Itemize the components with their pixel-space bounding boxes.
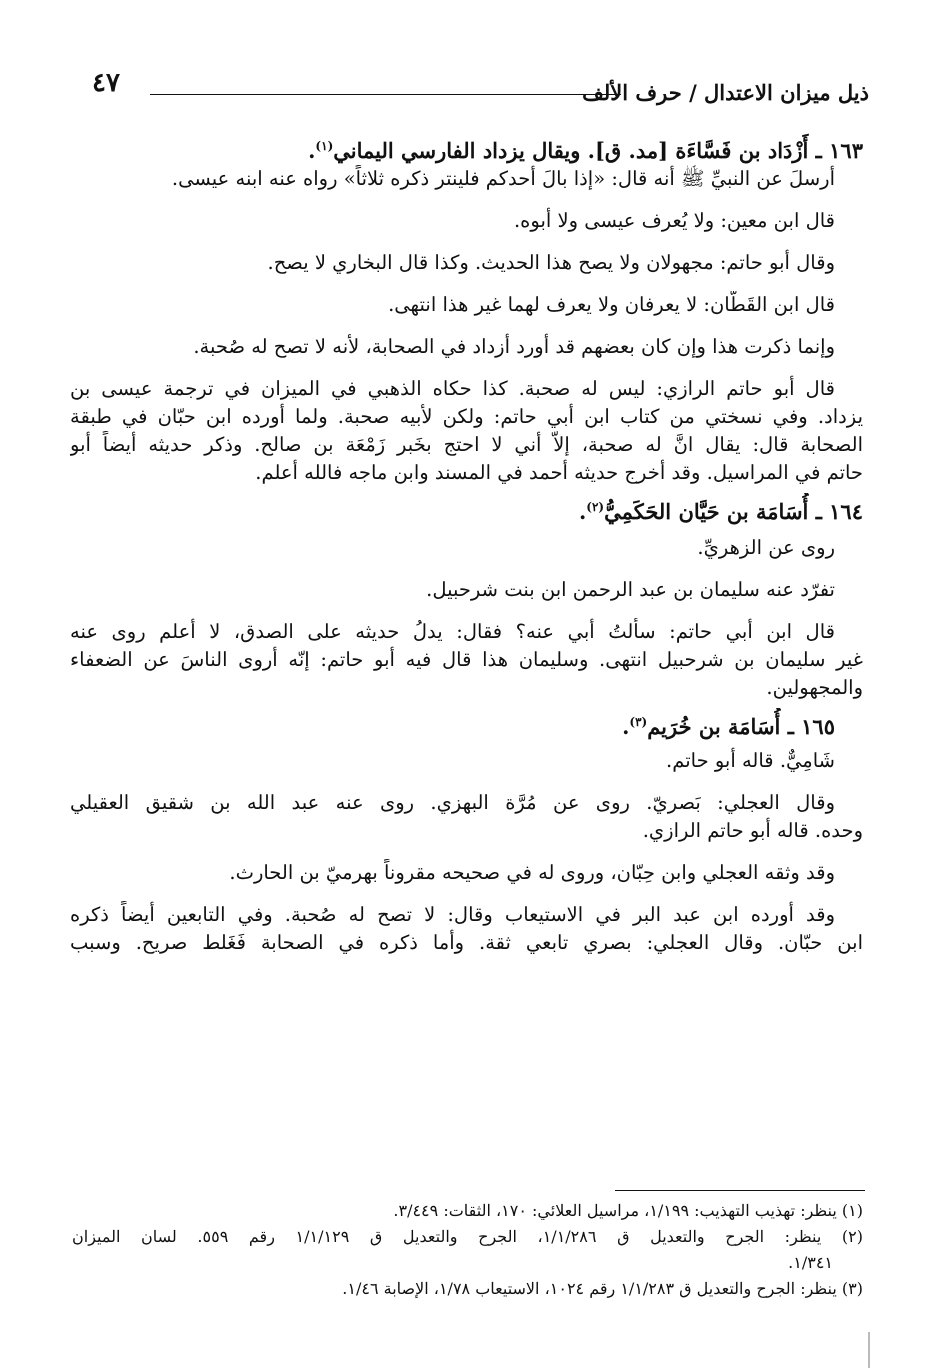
page-header xyxy=(92,66,869,110)
paragraph-line: ابن حبّان. وقال العجلي: بصري تابعي ثقة. وأما ذكره في الصحابة فَغَلط صريح. وسبب xyxy=(70,931,863,954)
paragraph-line: روى عن الزهريِّ. xyxy=(697,536,835,559)
main-text xyxy=(70,132,863,957)
running-title: ذيل ميزان الاعتدال / حرف الألف xyxy=(582,80,869,105)
paragraph-line: قال ابن القَطّان: لا يعرفان ولا يعرف لهما غير هذا انتهى. xyxy=(388,293,835,316)
paragraph-line: الصحابة قال: يقال انَّ له صحبة، إلاّ أني لا احتج بخَبر زَمْعَة بن صالح. وذكر حديثه أيضاً أبو xyxy=(70,433,863,456)
page-number: ٤٧ xyxy=(92,68,120,98)
paragraph-line: أرسلَ عن النبيِّ ﷺ أنه قال: «إذا بالَ أحدكم فلينتر ذكره ثلاثاً» رواه عنه ابنه عيسى. xyxy=(171,167,835,190)
paragraph-line: غير سليمان بن شرحبيل انتهى. وسليمان هذا قال فيه أبو حاتم: إنّه أروى الناسَ عن الضعفاء xyxy=(70,648,863,671)
paragraph-line: والمجهولين. xyxy=(766,676,863,699)
paragraph-line: وإنما ذكرت هذا وإن كان بعضهم قد أورد أزداد في الصحابة، لأنه لا تصح له صُحبة. xyxy=(193,335,835,358)
footnote-3: (٣) ينظر: الجرح والتعديل ق ١/١/٢٨٣ رقم ١٠٢٤، الاستيعاب ١/٧٨، الإصابة ١/٤٦. xyxy=(342,1279,863,1298)
paragraph-line: تفرّد عنه سليمان بن عبد الرحمن ابن بنت شرحبيل. xyxy=(426,578,835,601)
paragraph-line: يزداد. وفي نسختي من كتاب ابن أبي حاتم: ولكن لأبيه صحبة. ولما أورده ابن حبّان في طبقة xyxy=(70,405,863,428)
footnote-separator xyxy=(615,1190,865,1191)
footnote-2-continued: ١/٣٤١. xyxy=(788,1253,833,1272)
paragraph-line: وقد أورده ابن عبد البر في الاستيعاب وقال: لا تصح له صُحبة. وفي التابعين أيضاً ذكره xyxy=(70,903,835,926)
footnote-marker-2: (٢) xyxy=(586,500,605,514)
header-rule xyxy=(150,94,621,95)
entry-164-heading: ١٦٤ ـ أُسَامَة بن حَيَّان الحَكَمِيُّ$^{(٢)}$. xyxy=(578,499,863,524)
footnote-marker-3: (٣) xyxy=(629,715,648,729)
paragraph-line: وقال أبو حاتم: مجهولان ولا يصح هذا الحديث. وكذا قال البخاري لا يصح. xyxy=(267,251,835,274)
paragraph-line: قال ابن معين: ولا يُعرف عيسى ولا أبوه. xyxy=(513,209,835,232)
paragraph-line: قال ابن أبي حاتم: سألتُ أبي عنه؟ فقال: يدلُ حديثه على الصدق، لا أعلم روى عنه xyxy=(70,620,835,643)
paragraph-line: شَامِيٌّ. قاله أبو حاتم. xyxy=(666,749,835,772)
paragraph-line: حاتم في المراسيل. وقد أخرج حديثه أحمد في المسند وابن ماجه فالله أعلم. xyxy=(255,461,863,484)
paragraph-line: وقد وثقه العجلي وابن حِبّان، وروى له في صحيحه مقروناً بهرميّ بن الحارث. xyxy=(229,861,835,884)
paragraph-line: وحده. قاله أبو حاتم الرازي. xyxy=(642,819,863,842)
footnote-1: (١) ينظر: تهذيب التهذيب: ١/١٩٩، مراسيل العلائي: ١٧٠، الثقات: ٣/٤٤٩. xyxy=(393,1201,863,1220)
footnote-marker-1: (١) xyxy=(315,139,334,153)
footnote-2: (٢) ينظر: الجرح والتعديل ق ١/١/٢٨٦، الجرح والتعديل ق ١/١/١٢٩ رقم ٥٥٩. لسان الميزان xyxy=(72,1227,863,1246)
paragraph-line: وقال العجلي: بَصريّ. روى عن مُرَّة البهزي. روى عنه عبد الله بن شقيق العقيلي xyxy=(70,791,835,814)
paragraph-line: قال أبو حاتم الرازي: ليس له صحبة. كذا حكاه الذهبي في الميزان في ترجمة عيسى بن xyxy=(70,377,835,400)
scan-margin-mark xyxy=(868,1332,870,1368)
entry-165-heading: ١٦٥ ـ أُسَامَة بن خُرَيم$^{(٣)}$. xyxy=(622,714,835,739)
entry-163-heading: ١٦٣ ـ أَزْدَاد بن فَسَّاءَة [مد. ق]. ويقال يزداد الفارسي اليماني$^{(١)}$. xyxy=(308,138,863,163)
footnotes xyxy=(72,1198,863,1302)
